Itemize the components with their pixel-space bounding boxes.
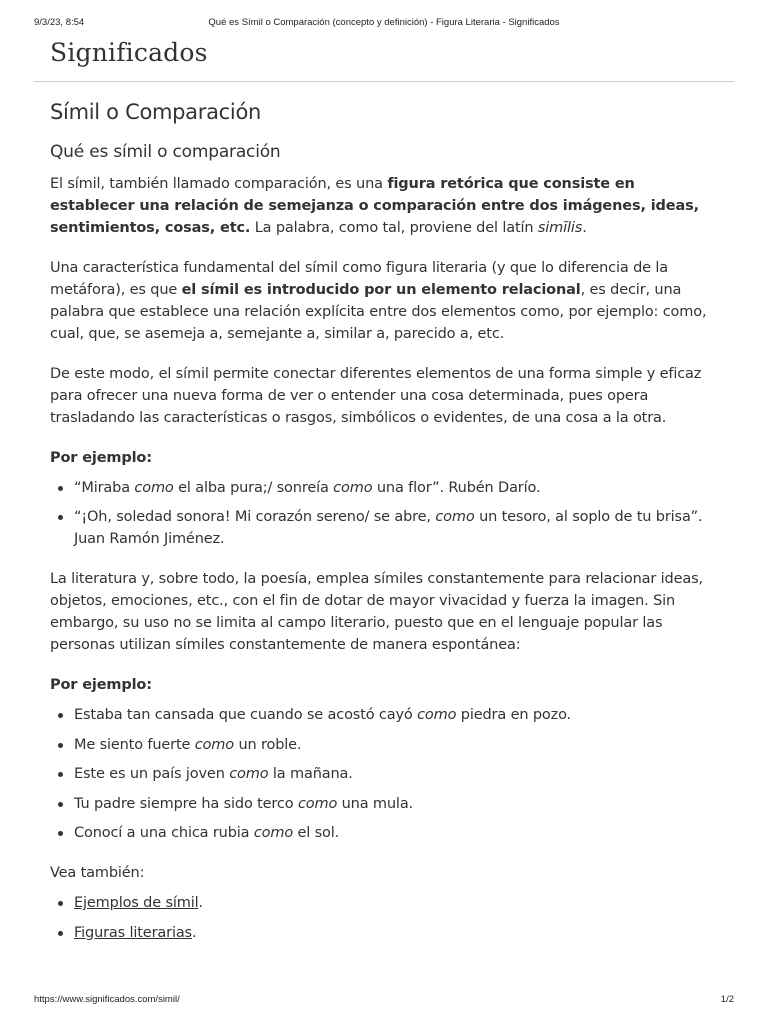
- print-header: [34, 17, 734, 28]
- list-item: Conocí a una chica rubia como el sol.: [50, 822, 720, 844]
- see-also-list: [50, 892, 720, 944]
- header-divider: [34, 81, 734, 82]
- link-ejemplos-de-simil[interactable]: Ejemplos de símil: [74, 895, 199, 911]
- paragraph-purpose: De este modo, el símil permite conectar diferentes elementos de una forma simple y eficaz para ofrecer una nueva forma de ver o entender una cosa determinada, pues opera trasladando las características o rasgos, simbólicos o evidentes, de una cosa a la otra.: [50, 366, 702, 426]
- print-page-number: 1/2: [720, 994, 734, 1005]
- paragraph-definition: El símil, también llamado comparación, es una figura retórica que consiste en establecer una relación de semejanza o comparación entre dos imágenes, ideas, sentimientos, cosas, etc. La palabra, como tal, proviene del latín simĭlis.: [50, 176, 699, 236]
- examples-label: Por ejemplo:: [50, 677, 152, 693]
- print-datetime: 9/3/23, 8:54: [34, 17, 85, 28]
- site-logo[interactable]: Significados: [50, 38, 208, 67]
- popular-examples-list: [50, 704, 720, 844]
- article-title: Símil o Comparación: [50, 100, 261, 124]
- list-item: “¡Oh, soledad sonora! Mi corazón sereno/ se abre, como un tesoro, al soplo de tu brisa”. Juan Ramón Jiménez.: [50, 506, 720, 550]
- paragraph-characteristic: Una característica fundamental del símil como figura literaria (y que lo diferencia de la metáfora), es que el símil es introducido por un elemento relacional, es decir, una palabra que establece una relación explícita entre dos elementos como, por ejemplo: como, cual, que, se asemeja a, semejante a, similar a, parecido a, etc.: [50, 260, 707, 342]
- literary-examples-list: [50, 477, 720, 550]
- print-footer: [34, 994, 734, 1005]
- list-item: Este es un país joven como la mañana.: [50, 763, 720, 785]
- list-item: Ejemplos de símil.: [50, 892, 720, 914]
- list-item: “Miraba como el alba pura;/ sonreía como una flor”. Rubén Darío.: [50, 477, 720, 499]
- list-item: Tu padre siempre ha sido terco como una mula.: [50, 793, 720, 815]
- list-item: Figuras literarias.: [50, 922, 720, 944]
- print-url: https://www.significados.com/simil/: [34, 994, 180, 1005]
- list-item: Me siento fuerte como un roble.: [50, 734, 720, 756]
- paragraph-usage: La literatura y, sobre todo, la poesía, emplea símiles constantemente para relacionar ideas, objetos, emociones, etc., con el fin de dotar de mayor vivacidad y fuerza la imagen. Sin embargo, su uso no se limita al campo literario, puesto que en el lenguaje popular las personas utilizan símiles constantemente de manera espontánea:: [50, 571, 703, 653]
- article: [50, 97, 720, 962]
- print-page-title: Qué es Símil o Comparación (concepto y definición) - Figura Literaria - Significados: [208, 17, 560, 28]
- examples-label: Por ejemplo:: [50, 450, 152, 466]
- article-subtitle: Qué es símil o comparación: [50, 142, 281, 162]
- list-item: Estaba tan cansada que cuando se acostó cayó como piedra en pozo.: [50, 704, 720, 726]
- link-figuras-literarias[interactable]: Figuras literarias: [74, 924, 192, 941]
- see-also-label: Vea también:: [50, 865, 145, 881]
